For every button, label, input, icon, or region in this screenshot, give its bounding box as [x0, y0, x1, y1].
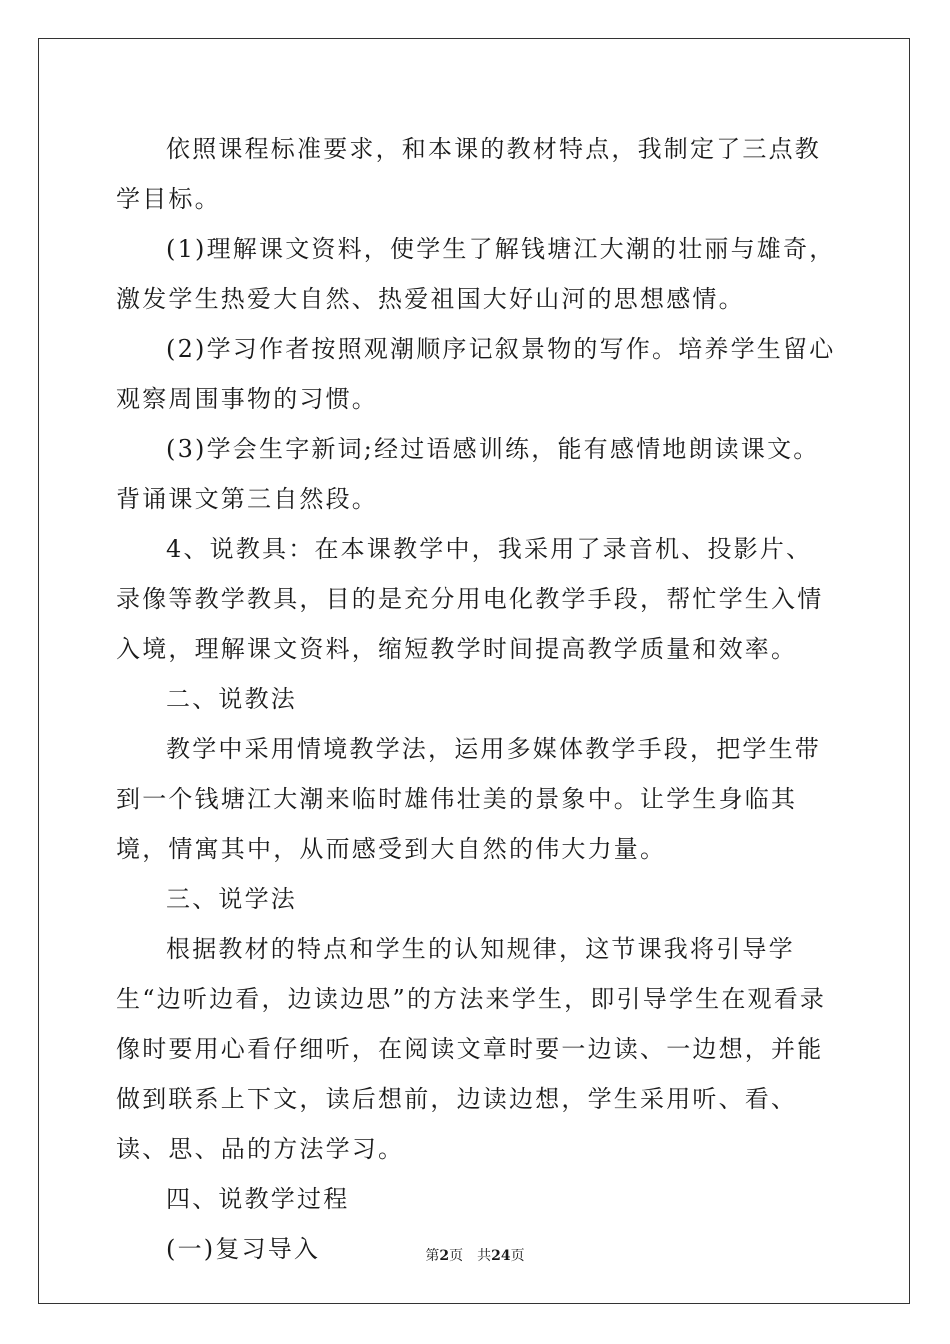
footer-current-page: 2: [439, 1248, 450, 1264]
heading-teaching-process: 四、说教学过程: [166, 1185, 350, 1213]
heading-review-intro: (一)复习导入: [166, 1235, 321, 1263]
footer-total-pages: 24: [491, 1248, 511, 1264]
paragraph-learning-method: 根据教材的特点和学生的认知规律，这节课我将引导学生“边听边看，边读边思”的方法来学生，即引导学生在观看录像时要用心看仔细听，在阅读文章时要一边读、一边想，并能做到联系上下文，读后想前，边读边想，学生采用听、看、读、思、品的方法学习。: [116, 935, 827, 1163]
paragraph-goal-1: (1)理解课文资料，使学生了解钱塘江大潮的壮丽与雄奇，激发学生热爱大自然、热爱祖国大好山河的思想感情。: [116, 235, 836, 313]
heading-teaching-method: 二、说教法: [166, 685, 297, 713]
paragraph-teaching-method: 教学中采用情境教学法，运用多媒体教学手段，把学生带到一个钱塘江大潮来临时雄伟壮美的景象中。让学生身临其境，情寓其中，从而感受到大自然的伟大力量。: [116, 735, 821, 863]
footer-page-prefix: 第: [425, 1248, 440, 1264]
footer-total-prefix: 共: [477, 1248, 492, 1264]
footer-total-suffix: 页: [510, 1248, 525, 1264]
page-footer: [0, 1247, 950, 1265]
document-body: [116, 124, 838, 1274]
paragraph-goal-3: (3)学会生字新词;经过语感训练，能有感情地朗读课文。背诵课文第三自然段。: [116, 435, 820, 513]
heading-learning-method: 三、说学法: [166, 885, 297, 913]
paragraph-teaching-tools: 4、说教具：在本课教学中，我采用了录音机、投影片、录像等教学教具，目的是充分用电化教学手段，帮忙学生入情入境，理解课文资料，缩短教学时间提高教学质量和效率。: [116, 535, 824, 663]
footer-page-suffix: 页: [449, 1248, 464, 1264]
paragraph-goal-2: (2)学习作者按照观潮顺序记叙景物的写作。培养学生留心观察周围事物的习惯。: [116, 335, 836, 413]
paragraph-teaching-goals-intro: 依照课程标准要求，和本课的教材特点，我制定了三点教学目标。: [116, 135, 821, 213]
